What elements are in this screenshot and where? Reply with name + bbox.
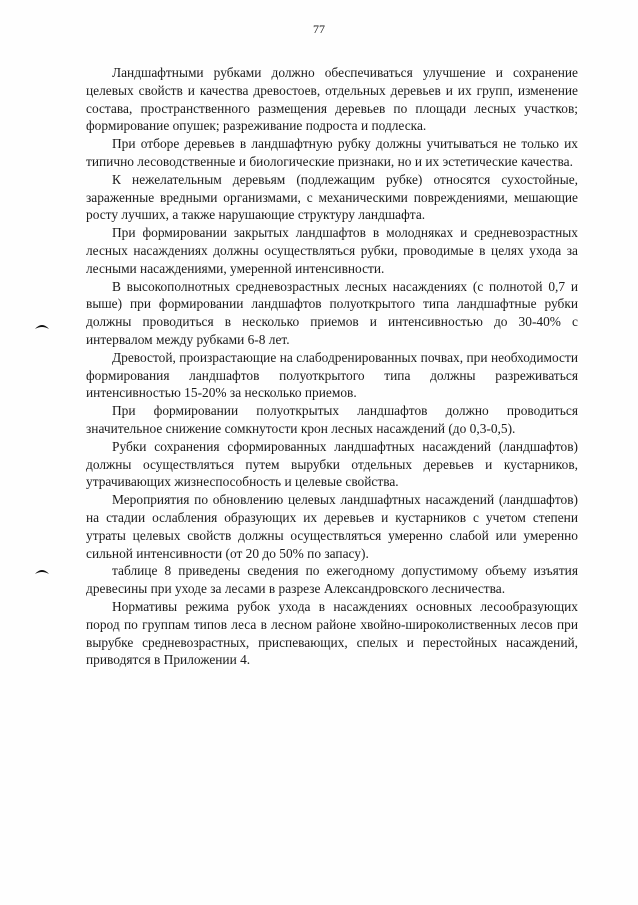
paragraph: При формировании полуоткрытых ландшафтов должно проводиться значительное снижение сомкнутости крон лесных насаждений (до 0,3-0,5).	[86, 403, 578, 436]
paragraph: При отборе деревьев в ландшафтную рубку должны учитываться не только их типично лесоводственные и биологические признаки, но и их эстетические качества.	[86, 136, 578, 169]
page-number: 77	[313, 22, 325, 36]
paragraph: В высокополнотных средневозрастных лесных насаждениях (с полнотой 0,7 и выше) при формировании ландшафтов полуоткрытого типа ландшафтные рубки должны проводиться в несколько приемов и интенсивностью до 30-40% с интервалом между рубками 6-8 лет.	[86, 278, 578, 347]
paragraph: При формировании закрытых ландшафтов в молодняках и средневозрастных лесных насаждениях должны осуществляться рубки, проводимые в целях ухода за лесными насаждениями, умеренной интенсивности.	[86, 225, 578, 276]
paragraph: Рубки сохранения сформированных ландшафтных насаждений (ландшафтов) должны осуществляться путем вырубки отдельных деревьев и кустарников, утрачивающих жизнеспособность и целевые свойства.	[86, 438, 578, 490]
paragraph: К нежелательным деревьям (подлежащим рубке) относятся сухостойные, зараженные вредными организмами, с механическими повреждениями, мешающие росту лучших, а также нарушающие структуру ландшафта.	[86, 171, 578, 223]
binder-hole-mark	[34, 322, 50, 330]
paragraph: Древостой, произрастающие на слабодренированных почвах, при необходимости формирования ландшафтов полуоткрытого типа должны разреживаться интенсивностью 15-20% за несколько приемов.	[86, 349, 578, 401]
binder-hole-mark	[34, 567, 50, 575]
paragraph: Мероприятия по обновлению целевых ландшафтных насаждений (ландшафтов) на стадии ослабления образующих их деревьев и кустарников с учетом степени утраты целевых свойств должны осуществляться умеренно слабой или умеренно сильной интенсивности (от 20 до 50% по запасу).	[86, 492, 578, 561]
document-text	[86, 64, 578, 669]
paragraph: таблице 8 приведены сведения по ежегодному допустимому объему изъятия древесины при уходе за лесами в разрезе Александровского лесничества.	[86, 563, 578, 597]
paragraph: Ландшафтными рубками должно обеспечиваться улучшение и сохранение целевых свойств и качества древостоев, отдельных деревьев и их групп, изменение состава, пространственного размещения деревьев по площади лесных участков; формирование опушек; разреживание подроста и подлеска.	[86, 65, 578, 134]
paragraph: Нормативы режима рубок ухода в насаждениях основных лесообразующих пород по группам типов леса в лесном районе хвойно-широколиственных лесов при вырубке средневозрастных, приспевающих, спелых и перестойных насаждений, приводятся в Приложении 4.	[86, 598, 578, 668]
